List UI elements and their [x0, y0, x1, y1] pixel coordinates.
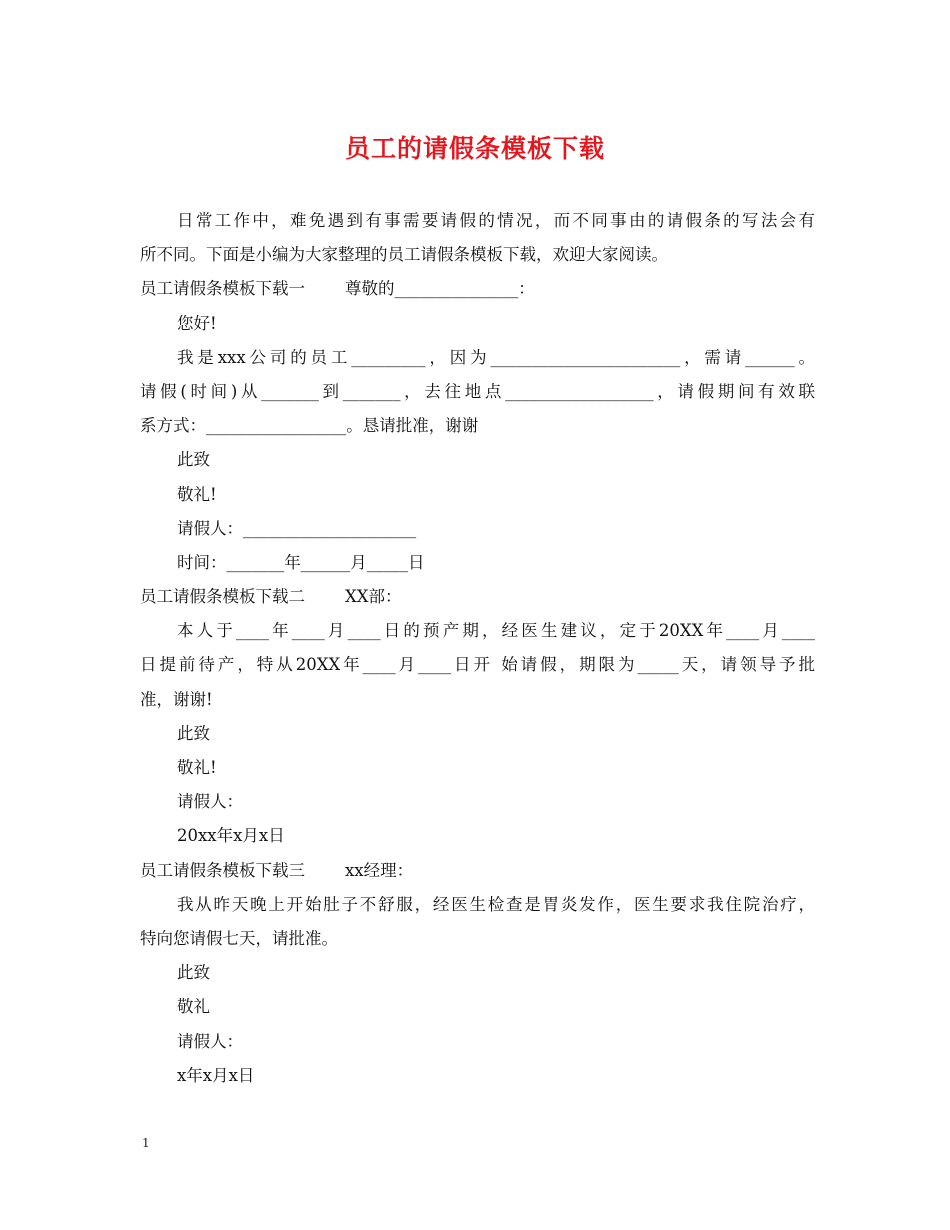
template-1-closing-2: 敬礼!	[177, 484, 217, 504]
template-1-salutation: 尊敬的_______________：	[345, 279, 535, 299]
template-1-body-line-1: 我是xxx公司的员工_________，因为_______________________，需请______。	[177, 347, 815, 367]
template-1-body-line-2: 请假(时间)从_______到_______，去往地点__________________，请假期间有效联	[140, 381, 815, 401]
template-1-heading: 员工请假条模板下载一	[140, 279, 305, 299]
document-body	[140, 204, 815, 1093]
intro-line-2: 所不同。下面是小编为大家整理的员工请假条模板下载，欢迎大家阅读。	[140, 245, 668, 265]
template-2-body-line-1: 本人于____年____月____日的预产期，经医生建议，定于20XX年____月____	[177, 621, 815, 641]
template-1-heading-line	[140, 272, 815, 306]
template-2-salutation: XX部：	[345, 587, 402, 607]
template-2-heading: 员工请假条模板下载二	[140, 587, 305, 607]
template-2-body-line-2: 日提前待产，特从20XX年____月____日开 始请假，期限为_____天，请领导予批	[140, 655, 815, 675]
template-3-closing-2: 敬礼	[177, 997, 210, 1017]
template-2-closing-2: 敬礼!	[177, 758, 217, 777]
template-1-greeting: 您好!	[177, 313, 217, 333]
template-1-body-line-3: 系方式：_________________。恳请批准，谢谢	[140, 416, 479, 436]
template-1-date: 时间：_______年______月_____日	[177, 552, 425, 572]
template-2-closing-1: 此致	[177, 723, 210, 743]
intro-line-1: 日常工作中，难免遇到有事需要请假的情况，而不同事由的请假条的写法会有	[177, 211, 815, 230]
template-3-body-line-2: 特向您请假七天，请批准。	[140, 928, 338, 948]
template-1-closing-1: 此致	[177, 450, 210, 470]
template-3-heading: 员工请假条模板下载三	[140, 860, 305, 880]
page-number: 1	[142, 1136, 150, 1150]
template-2-body-line-3: 准，谢谢!	[140, 689, 213, 709]
template-3-salutation: xx经理：	[345, 860, 414, 880]
template-2-date: 20xx年x月x日	[177, 826, 285, 846]
template-2-heading-line	[140, 580, 815, 614]
template-3-body-line-1: 我从昨天晚上开始肚子不舒服，经医生检查是胃炎发作，医生要求我住院治疗，	[177, 894, 815, 914]
template-3-heading-line	[140, 854, 815, 888]
template-3-applicant: 请假人：	[177, 1031, 243, 1051]
document-title: 员工的请假条模板下载	[344, 134, 605, 163]
template-1-applicant: 请假人：_____________________	[177, 518, 417, 538]
template-2-applicant: 请假人：	[177, 792, 243, 812]
template-3-closing-1: 此致	[177, 963, 210, 983]
template-3-date: x年x月x日	[177, 1065, 255, 1085]
